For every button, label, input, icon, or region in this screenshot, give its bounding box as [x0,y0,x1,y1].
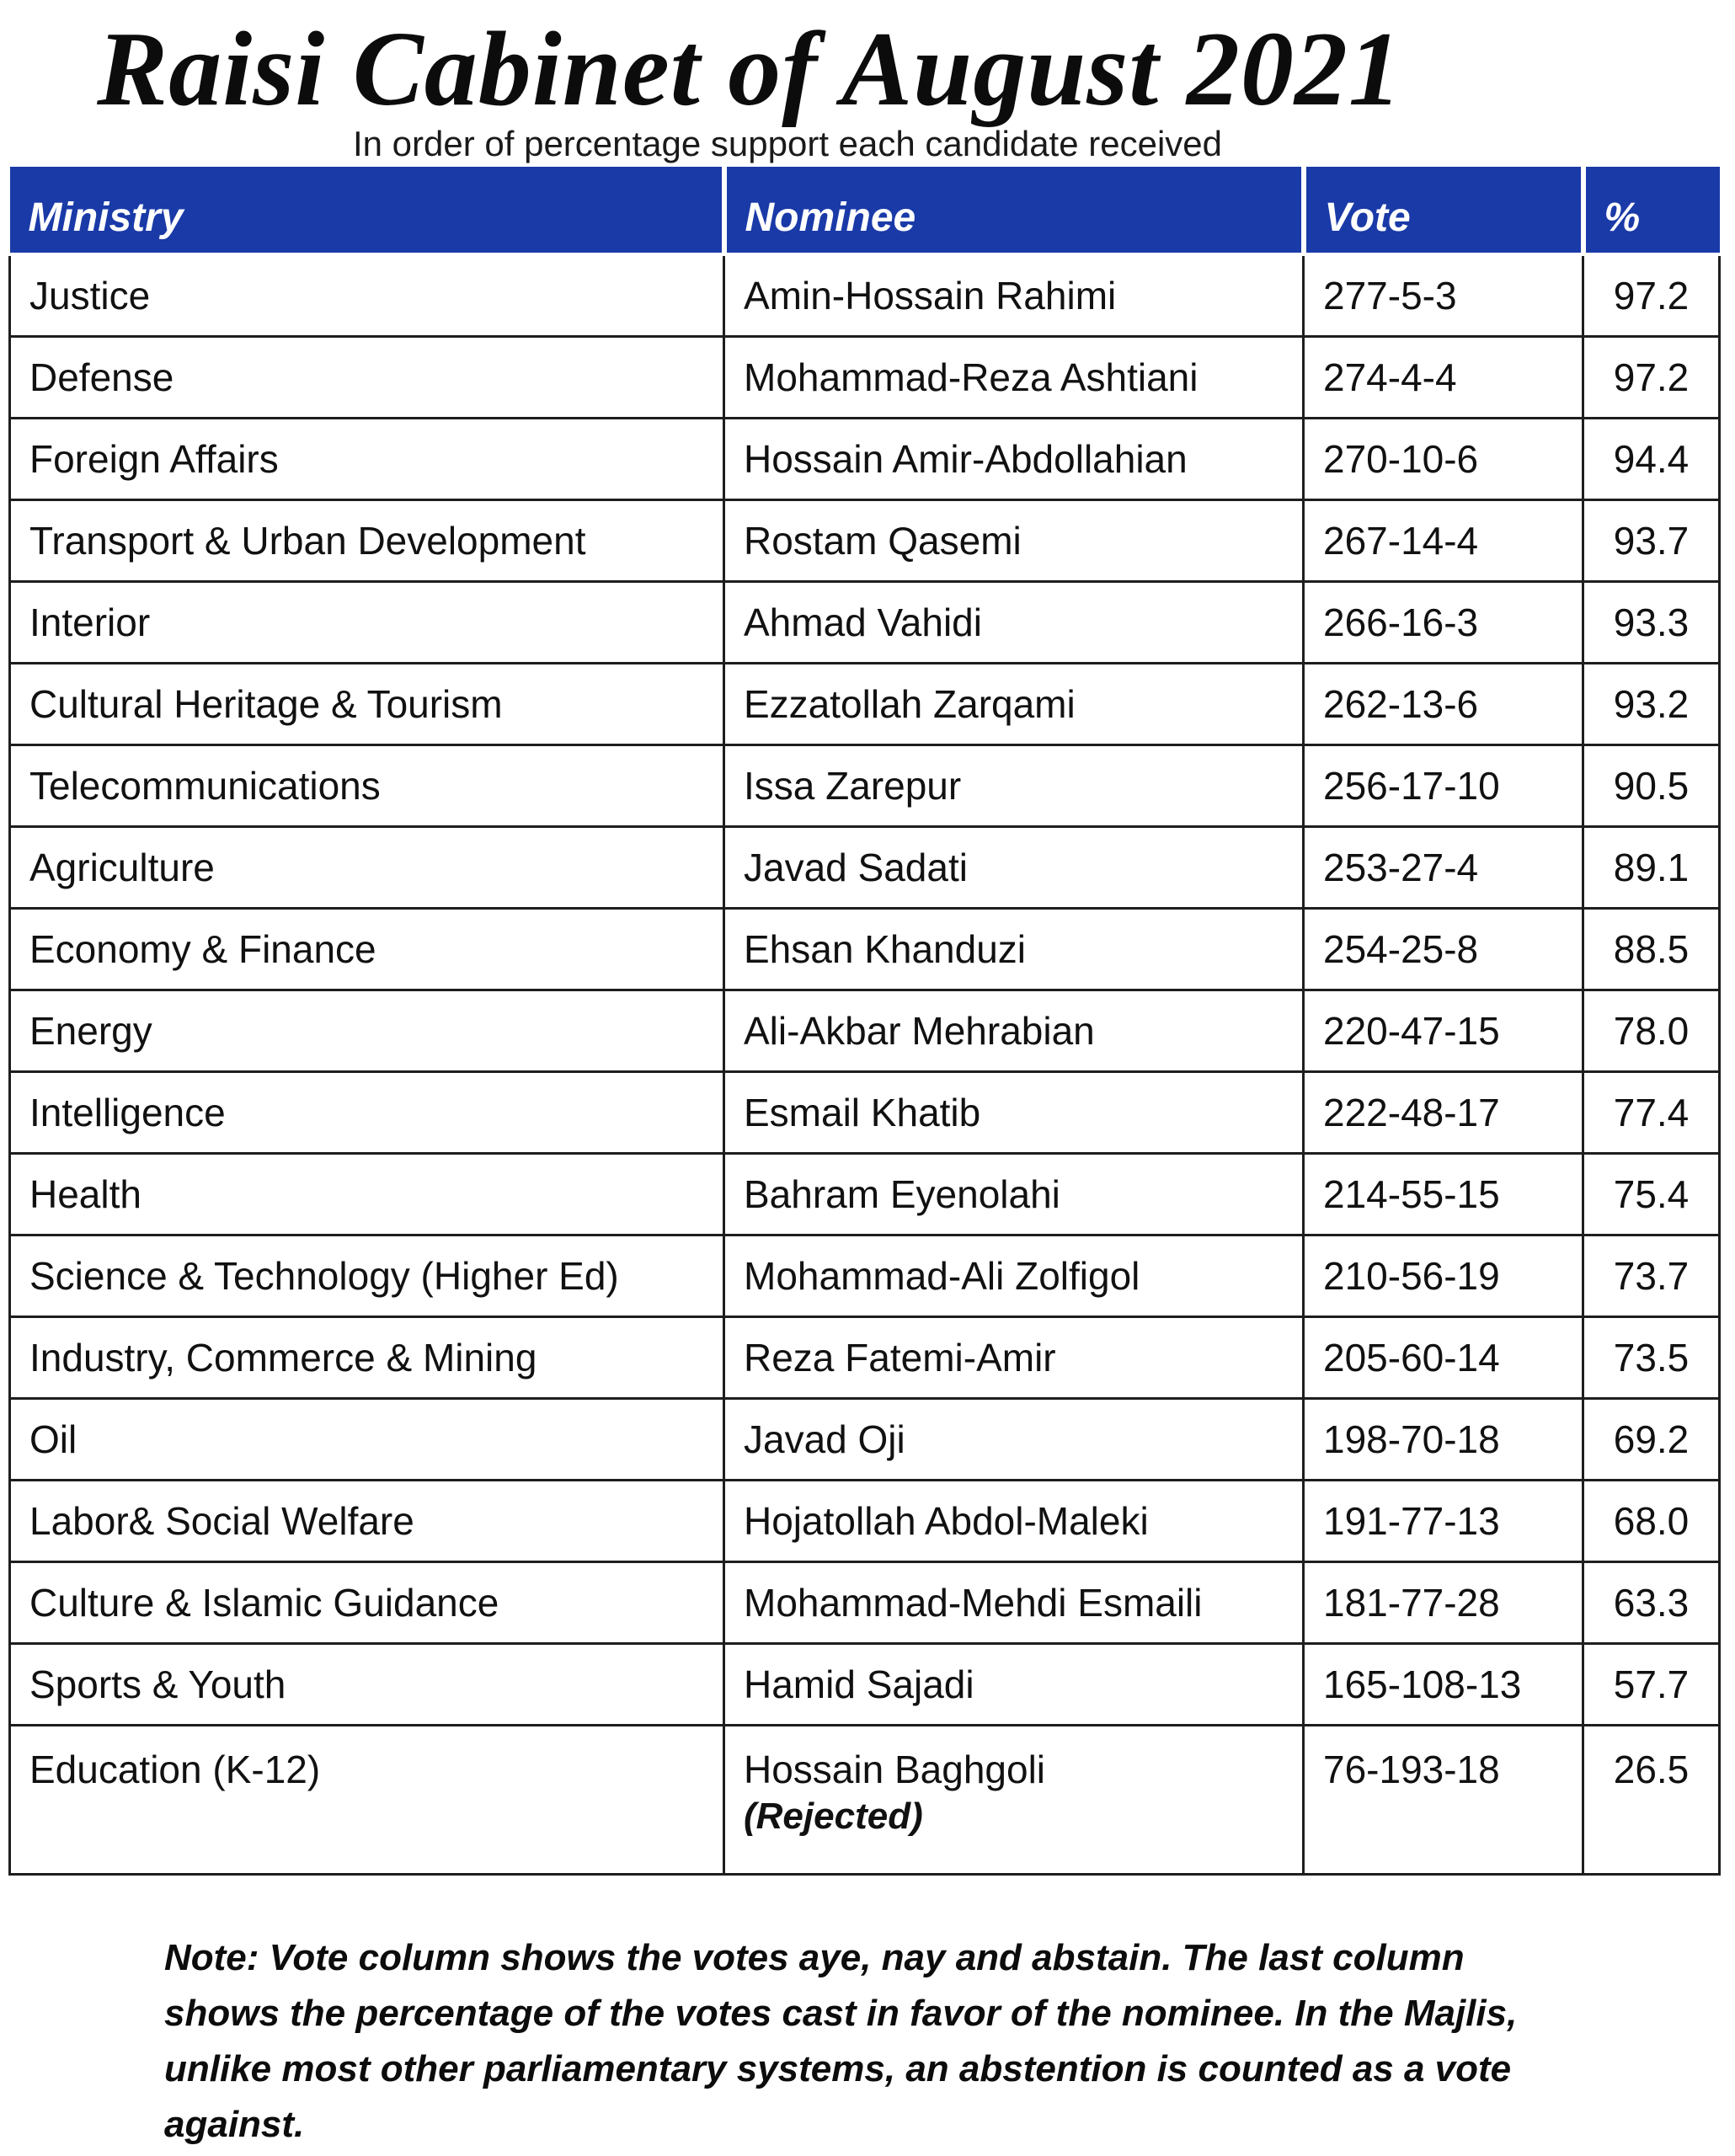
percent-cell: 94.4 [1583,419,1720,500]
nominee-cell: Hamid Sajadi [724,1644,1304,1726]
table-row [10,1562,1720,1644]
ministry-cell: Cultural Heritage & Tourism [10,664,724,745]
table-row [10,337,1720,419]
column-header-ministry: Ministry [10,167,724,254]
table-row [10,664,1720,745]
percent-cell: 97.2 [1583,337,1720,419]
table-row [10,1235,1720,1317]
vote-cell: 205-60-14 [1304,1317,1583,1399]
table-row [10,1072,1720,1154]
cabinet-table [8,167,1721,1876]
percent-cell: 73.5 [1583,1317,1720,1399]
table-row [10,909,1720,990]
percent-cell: 93.2 [1583,664,1720,745]
table-body [10,254,1720,1875]
ministry-cell: Intelligence [10,1072,724,1154]
table-row [10,1481,1720,1562]
nominee-cell: Javad Oji [724,1399,1304,1481]
ministry-cell: Foreign Affairs [10,419,724,500]
percent-cell: 57.7 [1583,1644,1720,1726]
percent-cell: 26.5 [1583,1726,1720,1875]
table-row [10,1154,1720,1235]
table-row [10,1644,1720,1726]
vote-cell: 181-77-28 [1304,1562,1583,1644]
footnote: Note: Vote column shows the votes aye, nay and abstain. The last column shows the percentage of the votes cast in favor of the nominee. In the Majlis, unlike most other parliamentary systems, an abstention is counted as a vote against. [164,1937,1518,2145]
nominee-cell [724,1726,1304,1875]
vote-cell: 262-13-6 [1304,664,1583,745]
nominee-name: Hossain Baghgoli [744,1748,1046,1791]
nominee-cell: Esmail Khatib [724,1072,1304,1154]
ministry-cell: Labor& Social Welfare [10,1481,724,1562]
percent-cell: 77.4 [1583,1072,1720,1154]
vote-cell: 267-14-4 [1304,500,1583,582]
percent-cell: 93.3 [1583,582,1720,664]
nominee-cell: Rostam Qasemi [724,500,1304,582]
nominee-cell: Hossain Amir-Abdollahian [724,419,1304,500]
nominee-cell: Ehsan Khanduzi [724,909,1304,990]
percent-cell: 93.7 [1583,500,1720,582]
table-row [10,1399,1720,1481]
nominee-cell: Issa Zarepur [724,745,1304,827]
header-row [10,167,1720,254]
ministry-cell: Culture & Islamic Guidance [10,1562,724,1644]
nominee-cell: Reza Fatemi-Amir [724,1317,1304,1399]
ministry-cell: Sports & Youth [10,1644,724,1726]
percent-cell: 69.2 [1583,1399,1720,1481]
table-header [10,167,1720,254]
percent-cell: 89.1 [1583,827,1720,909]
vote-cell: 76-193-18 [1304,1726,1583,1875]
table-row [10,745,1720,827]
ministry-cell: Health [10,1154,724,1235]
ministry-cell: Economy & Finance [10,909,724,990]
vote-cell: 254-25-8 [1304,909,1583,990]
vote-cell: 222-48-17 [1304,1072,1583,1154]
column-header-percent: % [1583,167,1720,254]
ministry-cell: Oil [10,1399,724,1481]
ministry-cell: Industry, Commerce & Mining [10,1317,724,1399]
ministry-cell: Education (K-12) [10,1726,724,1875]
vote-cell: 270-10-6 [1304,419,1583,500]
vote-cell: 274-4-4 [1304,337,1583,419]
vote-cell: 220-47-15 [1304,990,1583,1072]
vote-cell: 253-27-4 [1304,827,1583,909]
table-row [10,419,1720,500]
ministry-cell: Telecommunications [10,745,724,827]
rejected-status: (Rejected) [744,1796,923,1837]
ministry-cell: Science & Technology (Higher Ed) [10,1235,724,1317]
vote-cell: 191-77-13 [1304,1481,1583,1562]
ministry-cell: Transport & Urban Development [10,500,724,582]
nominee-cell: Ali-Akbar Mehrabian [724,990,1304,1072]
nominee-cell: Hojatollah Abdol-Maleki [724,1481,1304,1562]
nominee-cell: Mohammad-Ali Zolfigol [724,1235,1304,1317]
vote-cell: 198-70-18 [1304,1399,1583,1481]
nominee-cell: Javad Sadati [724,827,1304,909]
column-header-nominee: Nominee [724,167,1304,254]
vote-cell: 165-108-13 [1304,1644,1583,1726]
vote-cell: 266-16-3 [1304,582,1583,664]
nominee-cell: Ezzatollah Zarqami [724,664,1304,745]
page-subtitle: In order of percentage support each candidate received [352,124,1222,163]
ministry-cell: Interior [10,582,724,664]
table-row [10,990,1720,1072]
nominee-cell: Bahram Eyenolahi [724,1154,1304,1235]
nominee-cell: Mohammad-Reza Ashtiani [724,337,1304,419]
ministry-cell: Energy [10,990,724,1072]
percent-cell: 63.3 [1583,1562,1720,1644]
ministry-cell: Defense [10,337,724,419]
table-row [10,1726,1720,1875]
table-row [10,1317,1720,1399]
page-title: Raisi Cabinet of August 2021 [97,11,1402,128]
percent-cell: 68.0 [1583,1481,1720,1562]
nominee-cell: Mohammad-Mehdi Esmaili [724,1562,1304,1644]
vote-cell: 256-17-10 [1304,745,1583,827]
ministry-cell: Justice [10,254,724,337]
table-row [10,500,1720,582]
column-header-vote: Vote [1304,167,1583,254]
percent-cell: 88.5 [1583,909,1720,990]
nominee-cell: Amin-Hossain Rahimi [724,254,1304,337]
table-row [10,582,1720,664]
table-row [10,254,1720,337]
percent-cell: 97.2 [1583,254,1720,337]
percent-cell: 78.0 [1583,990,1720,1072]
percent-cell: 90.5 [1583,745,1720,827]
vote-cell: 210-56-19 [1304,1235,1583,1317]
percent-cell: 73.7 [1583,1235,1720,1317]
percent-cell: 75.4 [1583,1154,1720,1235]
table-row [10,827,1720,909]
vote-cell: 277-5-3 [1304,254,1583,337]
vote-cell: 214-55-15 [1304,1154,1583,1235]
ministry-cell: Agriculture [10,827,724,909]
nominee-cell: Ahmad Vahidi [724,582,1304,664]
